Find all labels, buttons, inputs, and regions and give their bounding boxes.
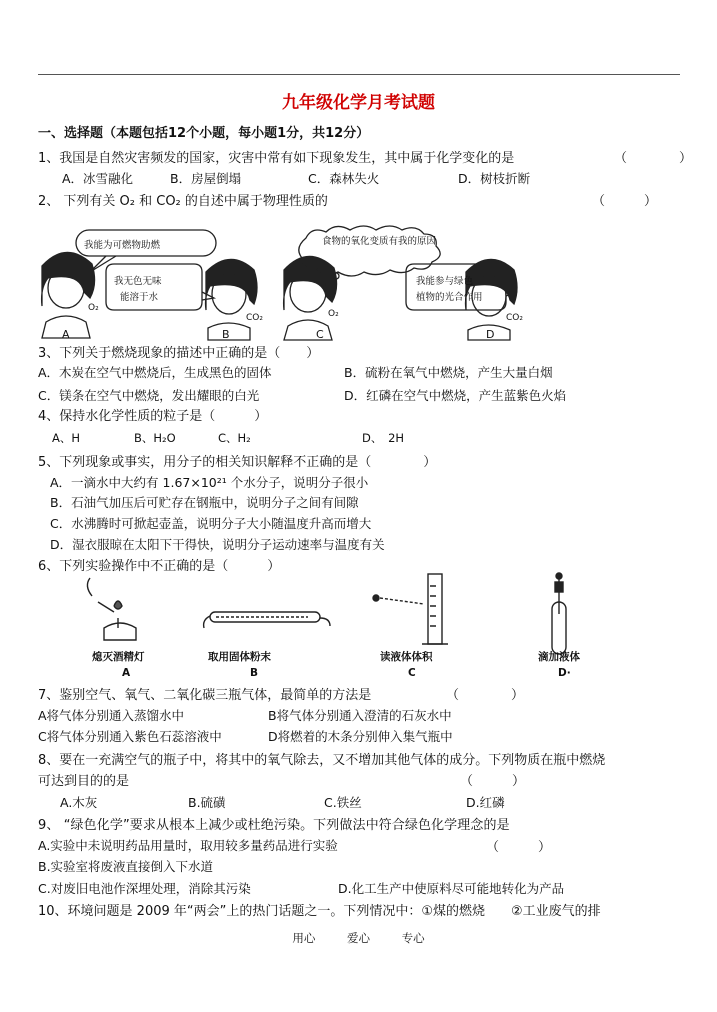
question-7-option-c: C将气体分别通入紫色石蕊溶液中 (38, 729, 222, 744)
dropper-test-tube-icon (552, 573, 566, 654)
question-5-option-c: C．水沸腾时可掀起壶盖，说明分子大小随温度升高而增大 (50, 516, 372, 531)
question-8-option-a: A.木灰 (60, 795, 98, 810)
header-rule (38, 74, 680, 75)
question-2-cartoon-figure (36, 222, 676, 342)
question-1-option-b: B．房屋倒塌 (170, 171, 242, 186)
figure-label-b: B (222, 328, 230, 341)
bubble-d-text-line1: 我能参与绿色 (416, 276, 474, 287)
lab-caption-b: 取用固体粉末 (208, 651, 271, 663)
question-2-answer-blank: （ ） (592, 194, 658, 209)
bubble-a-text: 我能为可燃物助燃 (84, 240, 161, 251)
question-1-option-c: C．森林失火 (308, 171, 380, 186)
question-2-stem: 2、 下列有关 O₂ 和 CO₂ 的自述中属于物理性质的 (38, 194, 328, 209)
question-7-option-b: B将气体分别通入澄清的石灰水中 (268, 708, 452, 723)
question-6-stem: 6、下列实验操作中不正确的是（ ） (38, 559, 281, 574)
footer-text-2: 爱心 (347, 931, 370, 945)
question-9-option-b: B.实验室将废液直接倒入下水道 (38, 859, 214, 874)
question-9-stem: 9、 “绿色化学”要求从根本上减少或杜绝污染。下列做法中符合绿色化学理念的是 (38, 818, 510, 833)
question-9-option-d: D.化工生产中使原料尽可能地转化为产品 (338, 881, 565, 896)
question-3-option-b: B．硫粉在氧气中燃烧，产生大量白烟 (344, 365, 553, 380)
question-1-option-a: A．冰雪融化 (62, 171, 134, 186)
footer-text-1: 用心 (292, 931, 316, 945)
figure-label-d: D (486, 328, 495, 341)
bubble-b-text-line2: 能溶于水 (120, 292, 159, 303)
graduated-cylinder-icon (373, 574, 448, 644)
question-8-option-b: B.硫磺 (188, 795, 226, 810)
figure-label-a: A (62, 328, 70, 341)
question-10-stem: 10、环境问题是 2009 年“两会”上的热门话题之一。下列情况中：①煤的燃烧 ②工业废气的排 (38, 904, 601, 919)
bubble-d-text-line2: 植物的光合作用 (416, 292, 483, 303)
alcohol-lamp-icon (87, 578, 136, 640)
page-title: 九年级化学月考试题 (282, 93, 435, 113)
question-8-option-c: C.铁丝 (324, 795, 362, 810)
lab-caption-a: 熄灭酒精灯 (92, 651, 145, 663)
figure-label-c: C (316, 328, 324, 341)
lab-caption-c: 读液体体积 (380, 651, 433, 663)
question-8-option-d: D.红磷 (466, 795, 505, 810)
question-4-stem: 4、保持水化学性质的粒子是（ ） (38, 409, 268, 424)
question-8-stem-line1: 8、要在一充满空气的瓶子中，将其中的氧气除去，又不增加其他气体的成分。下列物质在瓶中燃烧 (38, 753, 606, 768)
question-7-answer-blank: （ ） (446, 688, 525, 703)
lab-label-a: A (122, 667, 131, 679)
formula-b: CO₂ (246, 313, 263, 323)
test-tube-powder-icon (204, 612, 330, 628)
question-3-option-a: A．木炭在空气中燃烧后，生成黑色的固体 (38, 365, 272, 380)
question-4-option-a: A、H (52, 431, 81, 445)
question-1-option-d: D．树枝折断 (458, 171, 531, 186)
question-3-option-d: D．红磷在空气中燃烧，产生蓝紫色火焰 (344, 388, 567, 403)
question-3-option-c: C．镁条在空气中燃烧，发出耀眼的白光 (38, 388, 260, 403)
bubble-b-text-line1: 我无色无味 (114, 276, 162, 287)
question-5-option-a: A．一滴水中大约有 1.67×10²¹ 个水分子，说明分子很小 (50, 475, 369, 490)
question-9-option-c: C.对废旧电池作深埋处理，消除其污染 (38, 881, 251, 896)
lab-label-b: B (250, 667, 259, 679)
question-9-answer-blank: （ ） (486, 840, 552, 855)
formula-c: O₂ (328, 309, 339, 319)
question-4-option-b: B、H₂O (134, 431, 176, 445)
bubble-b-icon (106, 264, 202, 310)
question-5-stem: 5、下列现象或事实，用分子的相关知识解释不正确的是（ ） (38, 455, 437, 470)
question-7-option-a: A将气体分别通入蒸馏水中 (38, 708, 185, 723)
formula-a: O₂ (88, 303, 99, 313)
formula-d: CO₂ (506, 313, 523, 323)
section-heading: 一、选择题（本题包括12个小题，每小题1分，共12分） (38, 126, 370, 141)
footer-text-3: 专心 (401, 931, 425, 945)
lab-label-c: C (408, 667, 416, 679)
question-5-option-b: B．石油气加压后可贮存在钢瓶中，说明分子之间有间隙 (50, 495, 359, 510)
question-7-option-d: D将燃着的木条分别伸入集气瓶中 (268, 729, 453, 744)
question-5-option-d: D．湿衣服晾在太阳下干得快，说明分子运动速率与温度有关 (50, 537, 385, 552)
lab-caption-d: 滴加液体 (538, 651, 580, 663)
question-1-stem: 1、我国是自然灾害频发的国家，灾害中常有如下现象发生，其中属于化学变化的是 (38, 151, 515, 166)
question-7-stem: 7、鉴别空气、氧气、二氧化碳三瓶气体，最简单的方法是 (38, 688, 372, 703)
question-8-stem-line2: 可达到目的的是 (38, 774, 130, 789)
question-4-option-d: D、 2H (362, 431, 405, 445)
question-8-answer-blank: （ ） (460, 774, 526, 789)
question-4-option-c: C、H₂ (218, 431, 251, 445)
question-6-lab-figure (80, 572, 640, 682)
question-3-stem: 3、下列关于燃烧现象的描述中正确的是（ ） (38, 346, 320, 361)
question-1-answer-blank: （ ） (614, 151, 693, 166)
lab-label-d: D· (558, 667, 571, 679)
page-footer (0, 930, 717, 946)
bubble-c-text: 食物的氧化变质有我的原因 (322, 236, 437, 247)
question-9-option-a: A.实验中未说明药品用量时，取用较多量药品进行实验 (38, 838, 338, 853)
